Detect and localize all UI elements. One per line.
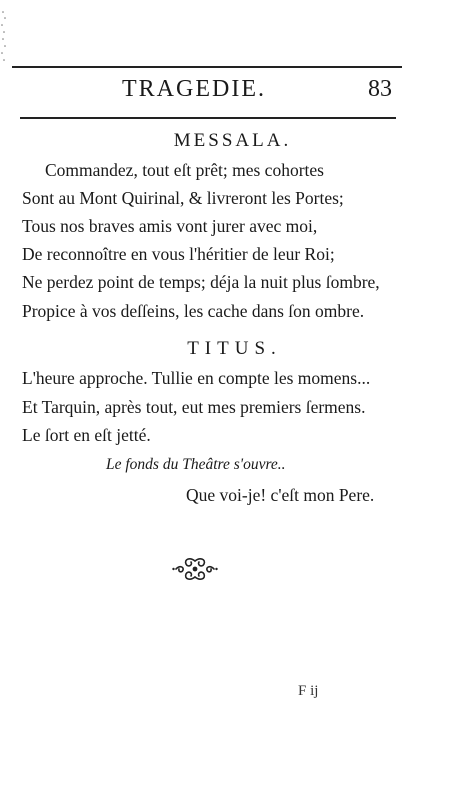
verse-line: Commandez, tout eſt prêt; mes cohortes bbox=[45, 160, 324, 180]
running-header bbox=[18, 76, 398, 106]
signature-mark: F ij bbox=[298, 683, 319, 699]
margin-dots bbox=[0, 8, 8, 66]
page-number: 83 bbox=[368, 76, 392, 102]
verse-line: Tous nos braves amis vont jurer avec moi, bbox=[22, 216, 318, 236]
verse-line: Que voi-je! c'eſt mon Pere. bbox=[186, 485, 375, 505]
verse-line: Sont au Mont Quirinal, & livreront les Portes; bbox=[22, 188, 344, 208]
running-title: TRAGEDIE. bbox=[122, 76, 266, 102]
verse-line: Et Tarquin, après tout, eut mes premiers ſermens. bbox=[22, 397, 366, 417]
top-rule bbox=[12, 66, 402, 68]
verse-line: Ne perdez point de temps; déja la nuit plus ſombre, bbox=[22, 272, 380, 292]
speaker-name: TITUS. bbox=[187, 338, 282, 359]
fleuron-ornament-icon bbox=[172, 555, 218, 583]
speaker-name: MESSALA. bbox=[173, 130, 292, 151]
verse-line: L'heure approche. Tullie en compte les momens... bbox=[22, 368, 371, 388]
verse-line: Le ſort en eſt jetté. bbox=[22, 425, 151, 445]
verse-line: De reconnoître en vous l'héritier de leur Roi; bbox=[22, 244, 335, 264]
verse-line: Propice à vos deſſeins, les cache dans ſon ombre. bbox=[22, 301, 365, 321]
stage-direction: Le fonds du Theâtre s'ouvre.. bbox=[106, 456, 286, 473]
header-rule bbox=[20, 117, 396, 119]
